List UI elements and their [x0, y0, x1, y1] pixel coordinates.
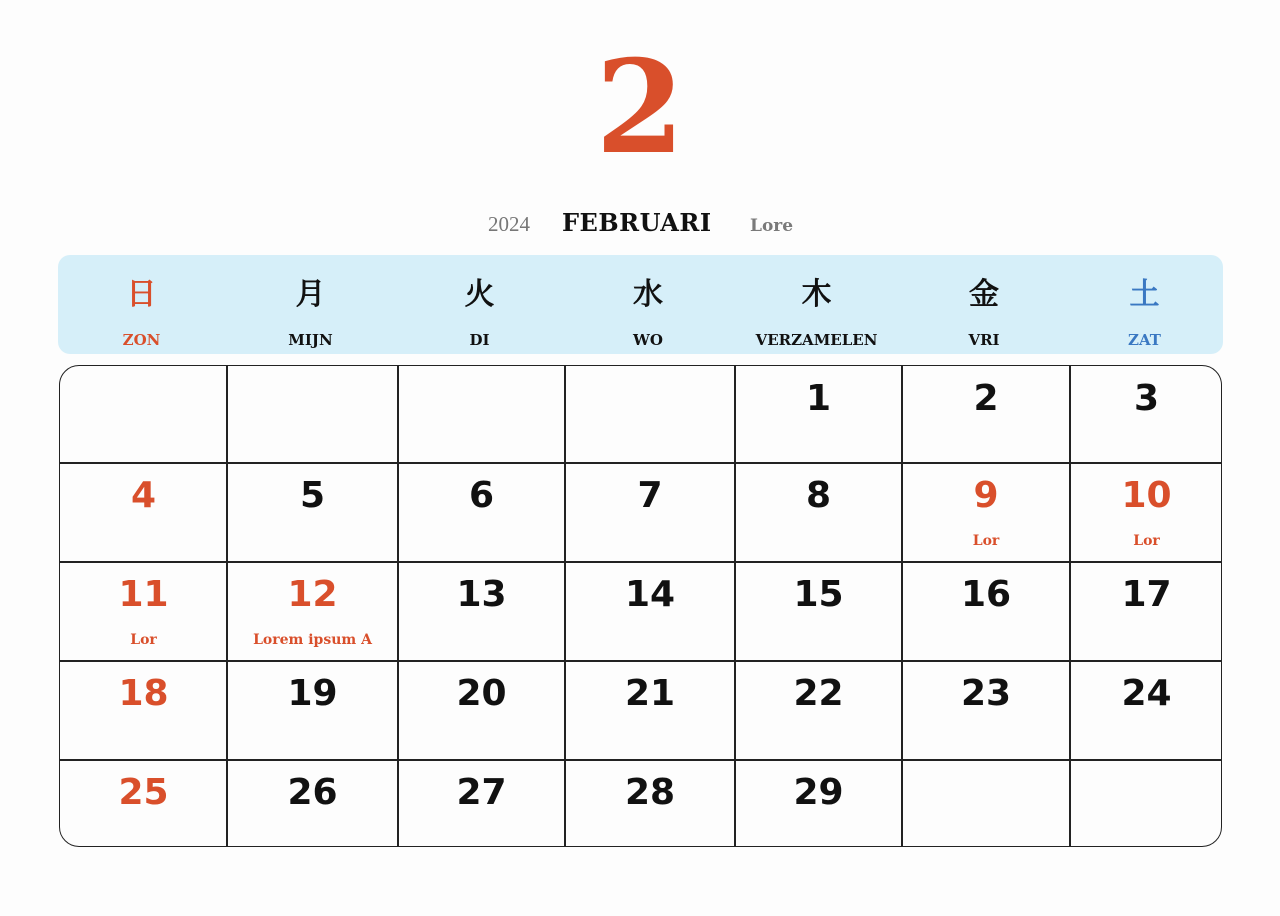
day-note: Lor	[130, 632, 157, 648]
day-cell[interactable]	[60, 661, 227, 760]
day-number: 16	[960, 574, 1012, 615]
day-cell[interactable]	[60, 463, 227, 562]
day-number: 26	[287, 772, 338, 813]
day-cell[interactable]	[565, 661, 735, 760]
day-number: 19	[287, 673, 338, 714]
day-number: 28	[624, 772, 676, 813]
weekday-kanji: 水	[633, 277, 663, 312]
day-cell[interactable]	[735, 463, 902, 562]
day-number: 29	[793, 772, 844, 813]
day-cell[interactable]	[1070, 562, 1222, 661]
weekday-mon	[225, 255, 396, 354]
year-label: 2024	[488, 212, 530, 236]
weekday-sat	[1068, 255, 1221, 354]
day-number: 11	[118, 574, 169, 615]
day-cell[interactable]	[227, 661, 398, 760]
day-note: Lor	[1133, 533, 1160, 549]
day-number: 10	[1121, 475, 1172, 516]
day-cell[interactable]	[735, 760, 902, 847]
weekday-wed	[563, 255, 733, 354]
day-cell[interactable]	[227, 562, 398, 661]
day-cell[interactable]	[735, 366, 902, 463]
day-cell[interactable]	[902, 463, 1070, 562]
weekday-kanji: 日	[126, 277, 157, 312]
day-number: 15	[793, 574, 844, 615]
weekday-kanji: 火	[464, 277, 495, 312]
day-note: Lor	[972, 533, 1000, 549]
weekday-kanji: 月	[295, 277, 326, 312]
empty-day-cell	[902, 760, 1070, 847]
day-number: 13	[456, 574, 507, 615]
day-cell[interactable]	[227, 760, 398, 847]
day-number: 5	[299, 475, 326, 516]
day-number: 9	[973, 475, 999, 516]
day-cell[interactable]	[902, 562, 1070, 661]
calendar-grid	[59, 365, 1222, 847]
day-cell[interactable]	[565, 463, 735, 562]
month-header	[0, 208, 1280, 248]
day-cell[interactable]	[565, 760, 735, 847]
day-number: 27	[456, 772, 507, 813]
day-cell[interactable]	[398, 661, 565, 760]
month-note: Lore	[750, 216, 794, 236]
month-name: FEBRUARI	[562, 208, 712, 237]
day-cell[interactable]	[902, 366, 1070, 463]
day-cell[interactable]	[1070, 463, 1222, 562]
weekday-kanji: 金	[969, 277, 999, 312]
weekday-label: ZAT	[1128, 331, 1161, 349]
day-number: 17	[1121, 574, 1172, 615]
weekday-label: ZON	[122, 331, 161, 349]
empty-day-cell	[565, 366, 735, 463]
month-number: 2	[595, 33, 685, 183]
day-number: 20	[456, 673, 507, 714]
day-number: 8	[805, 475, 832, 516]
weekday-label: DI	[469, 331, 490, 349]
weekday-thu	[733, 255, 900, 354]
day-number: 18	[118, 673, 169, 714]
day-number: 3	[1133, 378, 1160, 419]
day-cell[interactable]	[398, 463, 565, 562]
weekday-kanji: 土	[1129, 277, 1160, 312]
weekday-tue	[396, 255, 563, 354]
empty-day-cell	[398, 366, 565, 463]
weekday-sun	[58, 255, 225, 354]
day-number: 25	[118, 772, 169, 813]
weekday-label: MIJN	[288, 331, 333, 349]
weekday-label: VRI	[968, 331, 1000, 349]
weekday-kanji: 木	[801, 277, 832, 312]
weekday-label: VERZAMELEN	[755, 331, 878, 349]
day-number: 12	[287, 574, 338, 615]
day-cell[interactable]	[902, 661, 1070, 760]
empty-day-cell	[60, 366, 227, 463]
day-number: 24	[1121, 673, 1172, 714]
day-cell[interactable]	[1070, 366, 1222, 463]
day-number: 2	[973, 378, 999, 419]
day-cell[interactable]	[60, 562, 227, 661]
day-number: 23	[960, 673, 1012, 714]
day-note: Lorem ipsum A	[253, 632, 372, 648]
day-cell[interactable]	[565, 562, 735, 661]
empty-day-cell	[227, 366, 398, 463]
weekday-label: WO	[633, 331, 663, 349]
day-number: 14	[624, 574, 676, 615]
day-cell[interactable]	[398, 562, 565, 661]
day-cell[interactable]	[227, 463, 398, 562]
day-cell[interactable]	[398, 760, 565, 847]
day-number: 22	[793, 673, 844, 714]
day-cell[interactable]	[735, 562, 902, 661]
day-number: 7	[637, 475, 663, 516]
day-cell[interactable]	[60, 760, 227, 847]
day-cell[interactable]	[735, 661, 902, 760]
day-cell[interactable]	[1070, 661, 1222, 760]
empty-day-cell	[1070, 760, 1222, 847]
day-number: 6	[468, 475, 495, 516]
day-number: 1	[805, 378, 832, 419]
day-number: 21	[624, 673, 676, 714]
day-number: 4	[130, 475, 157, 516]
weekday-header	[58, 255, 1223, 354]
weekday-fri	[900, 255, 1068, 354]
